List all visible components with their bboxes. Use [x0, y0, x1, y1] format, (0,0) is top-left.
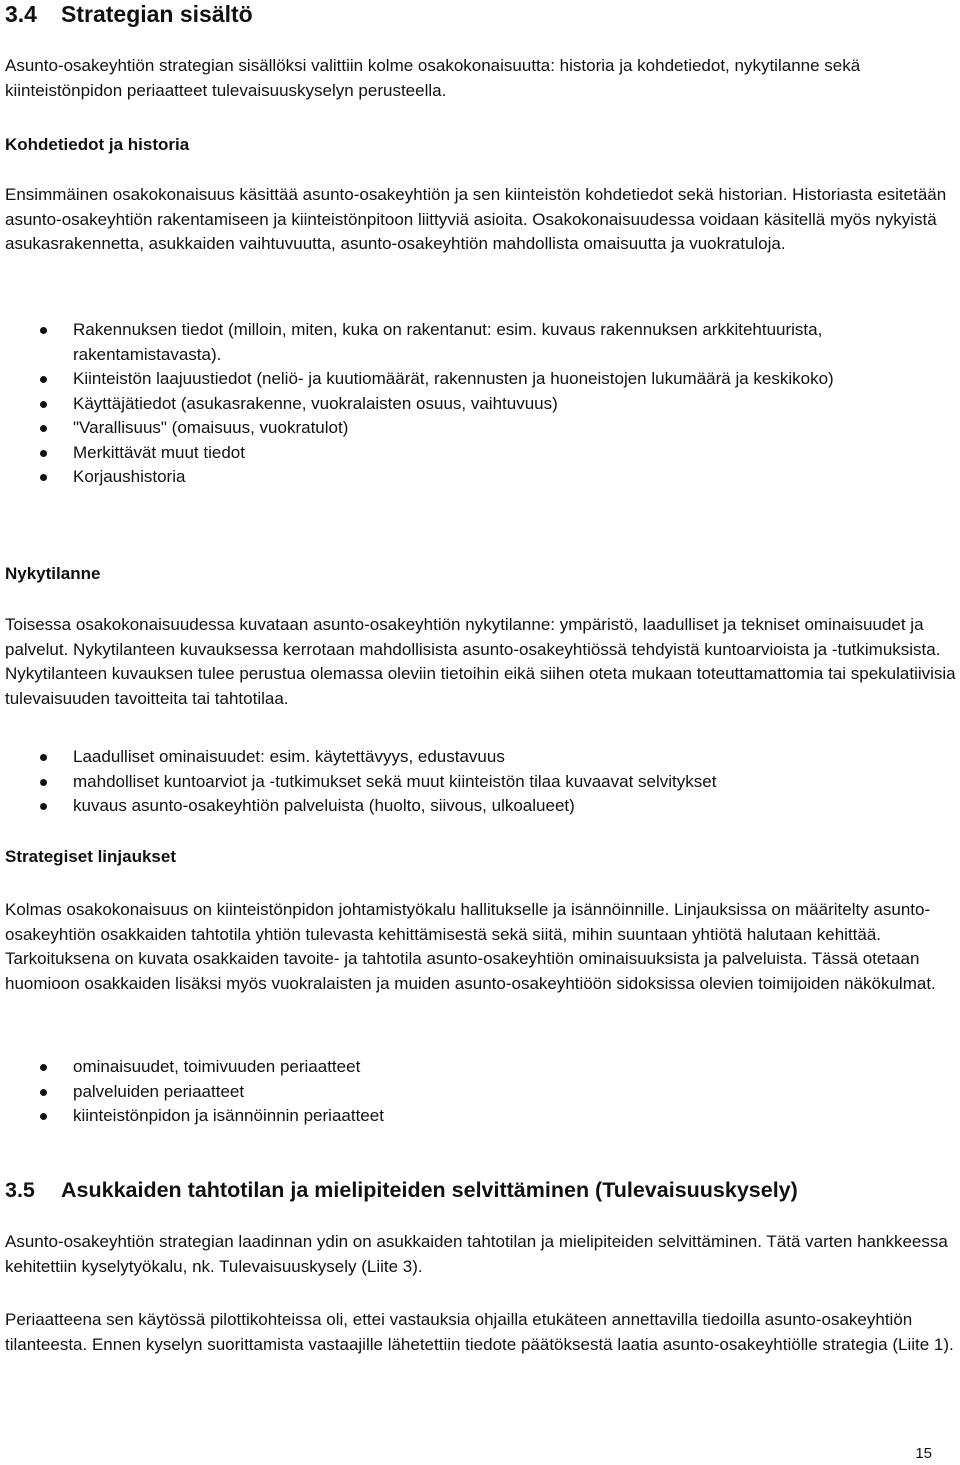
- linjaukset-paragraph: Kolmas osakokonaisuus on kiinteistönpidon johtamistyökalu hallitukselle ja isännöinnille. Linjauksissa on määritelty asunto-osakeyhtiön osakkaiden tahtotila yhtiön tulevasta kehittämisestä sekä siitä, mihin suuntaan yhtiötä halutaan kehittää. Tarkoituksena on kuvata osakkaiden tavoite- ja tahtotila asunto-osakeyhtiön ominaisuuksista ja palveluista. Tässä otetaan huomioon osakkaiden lisäksi myös vuokralaisten ja muiden asunto-osakeyhtiöön sidoksissa olevien toimijoiden näkökulmat.: [5, 900, 936, 993]
- section-3-5-paragraph-1: Asunto-osakeyhtiön strategian laadinnan ydin on asukkaiden tahtotilan ja mielipiteiden selvittäminen. Tätä varten hankkeessa kehitettiin kyselytyökalu, nk. Tulevaisuuskysely (Liite 3).: [5, 1232, 948, 1276]
- list-item: kuvaus asunto-osakeyhtiön palveluista (huolto, siivous, ulkoalueet): [5, 794, 960, 819]
- bullet-icon: [40, 450, 47, 457]
- bullet-icon: [40, 376, 47, 383]
- subheading-kohdetiedot: Kohdetiedot ja historia: [5, 135, 190, 154]
- linjaukset-bullet-list: [5, 1055, 960, 1129]
- kohdetiedot-paragraph: Ensimmäinen osakokonaisuus käsittää asunto-osakeyhtiön ja sen kiinteistön kohdetiedot sekä historian. Historiasta esitetään asunto-osakeyhtiön rakentamiseen ja kiinteistönpitoon liittyviä asioita. Osakokonaisuudessa voidaan käsitellä myös nykyistä asukasrakennetta, asukkaiden vaihtuvuutta, asunto-osakeyhtiön mahdollista omaisuutta ja vuokratuloja.: [5, 185, 947, 253]
- list-item: Rakennuksen tiedot (milloin, miten, kuka on rakentanut: esim. kuvaus rakennuksen arkkitehtuurista, rakentamistavasta).: [5, 318, 960, 367]
- intro-paragraph: Asunto-osakeyhtiön strategian sisällöksi valittiin kolme osakokonaisuutta: historia ja kohdetiedot, nykytilanne sekä kiinteistönpidon periaatteet tulevaisuuskyselyn perusteella.: [5, 56, 861, 100]
- section-title: Strategian sisältö: [61, 1, 253, 27]
- bullet-icon: [40, 1064, 47, 1071]
- nykytilanne-bullet-list: [5, 745, 960, 819]
- section-3-5-paragraph-2: Periaatteena sen käytössä pilottikohteissa oli, ettei vastauksia ohjailla etukäteen annettavilla tiedoilla asunto-osakeyhtiön tilanteesta. Ennen kyselyn suorittamista vastaajille lähetettiin tiedote päätöksestä laatia asunto-osakeyhtiölle strategia (Liite 1).: [5, 1310, 954, 1354]
- list-item: mahdolliset kuntoarviot ja -tutkimukset sekä muut kiinteistön tilaa kuvaavat selvitykset: [5, 770, 960, 795]
- bullet-icon: [40, 425, 47, 432]
- list-item: ominaisuudet, toimivuuden periaatteet: [5, 1055, 960, 1080]
- bullet-icon: [40, 779, 47, 786]
- list-item: Käyttäjätiedot (asukasrakenne, vuokralaisten osuus, vaihtuvuus): [5, 392, 960, 417]
- list-item: kiinteistönpidon ja isännöinnin periaatteet: [5, 1104, 960, 1129]
- bullet-icon: [40, 803, 47, 810]
- list-item: palveluiden periaatteet: [5, 1080, 960, 1105]
- section-heading-3-5: [5, 1176, 960, 1204]
- bullet-icon: [40, 1089, 47, 1096]
- subheading-nykytilanne: Nykytilanne: [5, 564, 101, 583]
- bullet-icon: [40, 474, 47, 481]
- section-number: 3.4: [5, 1, 37, 27]
- subheading-linjaukset: Strategiset linjaukset: [5, 847, 177, 866]
- list-item: Kiinteistön laajuustiedot (neliö- ja kuutiomäärät, rakennusten ja huoneistojen lukumäärä ja keskikoko): [5, 367, 960, 392]
- section-number: 3.5: [5, 1178, 35, 1202]
- list-item: "Varallisuus" (omaisuus, vuokratulot): [5, 416, 960, 441]
- nykytilanne-paragraph: Toisessa osakokonaisuudessa kuvataan asunto-osakeyhtiön nykytilanne: ympäristö, laadulliset ja tekniset ominaisuudet ja palvelut. Nykytilanteen kuvauksessa kerrotaan mahdollisista asunto-osakeyhtiössä tehdyistä kuntoarvioista ja -tutkimuksista. Nykytilanteen kuvauksen tulee perustua olemassa oleviin tietoihin eikä siihen oteta mukaan toteuttamattomia tai spekulatiivisia tulevaisuuden tavoitteita tai tahtotilaa.: [5, 615, 956, 708]
- list-item: Merkittävät muut tiedot: [5, 441, 960, 466]
- bullet-icon: [40, 401, 47, 408]
- list-item: Laadulliset ominaisuudet: esim. käytettävyys, edustavuus: [5, 745, 960, 770]
- section-title: Asukkaiden tahtotilan ja mielipiteiden selvittäminen (Tulevaisuuskysely): [61, 1178, 798, 1202]
- bullet-icon: [40, 327, 47, 334]
- bullet-icon: [40, 754, 47, 761]
- kohdetiedot-bullet-list: [5, 318, 960, 490]
- list-item: Korjaushistoria: [5, 465, 960, 490]
- page-number: 15: [915, 1445, 932, 1462]
- bullet-icon: [40, 1113, 47, 1120]
- section-heading-3-4: [5, 0, 960, 28]
